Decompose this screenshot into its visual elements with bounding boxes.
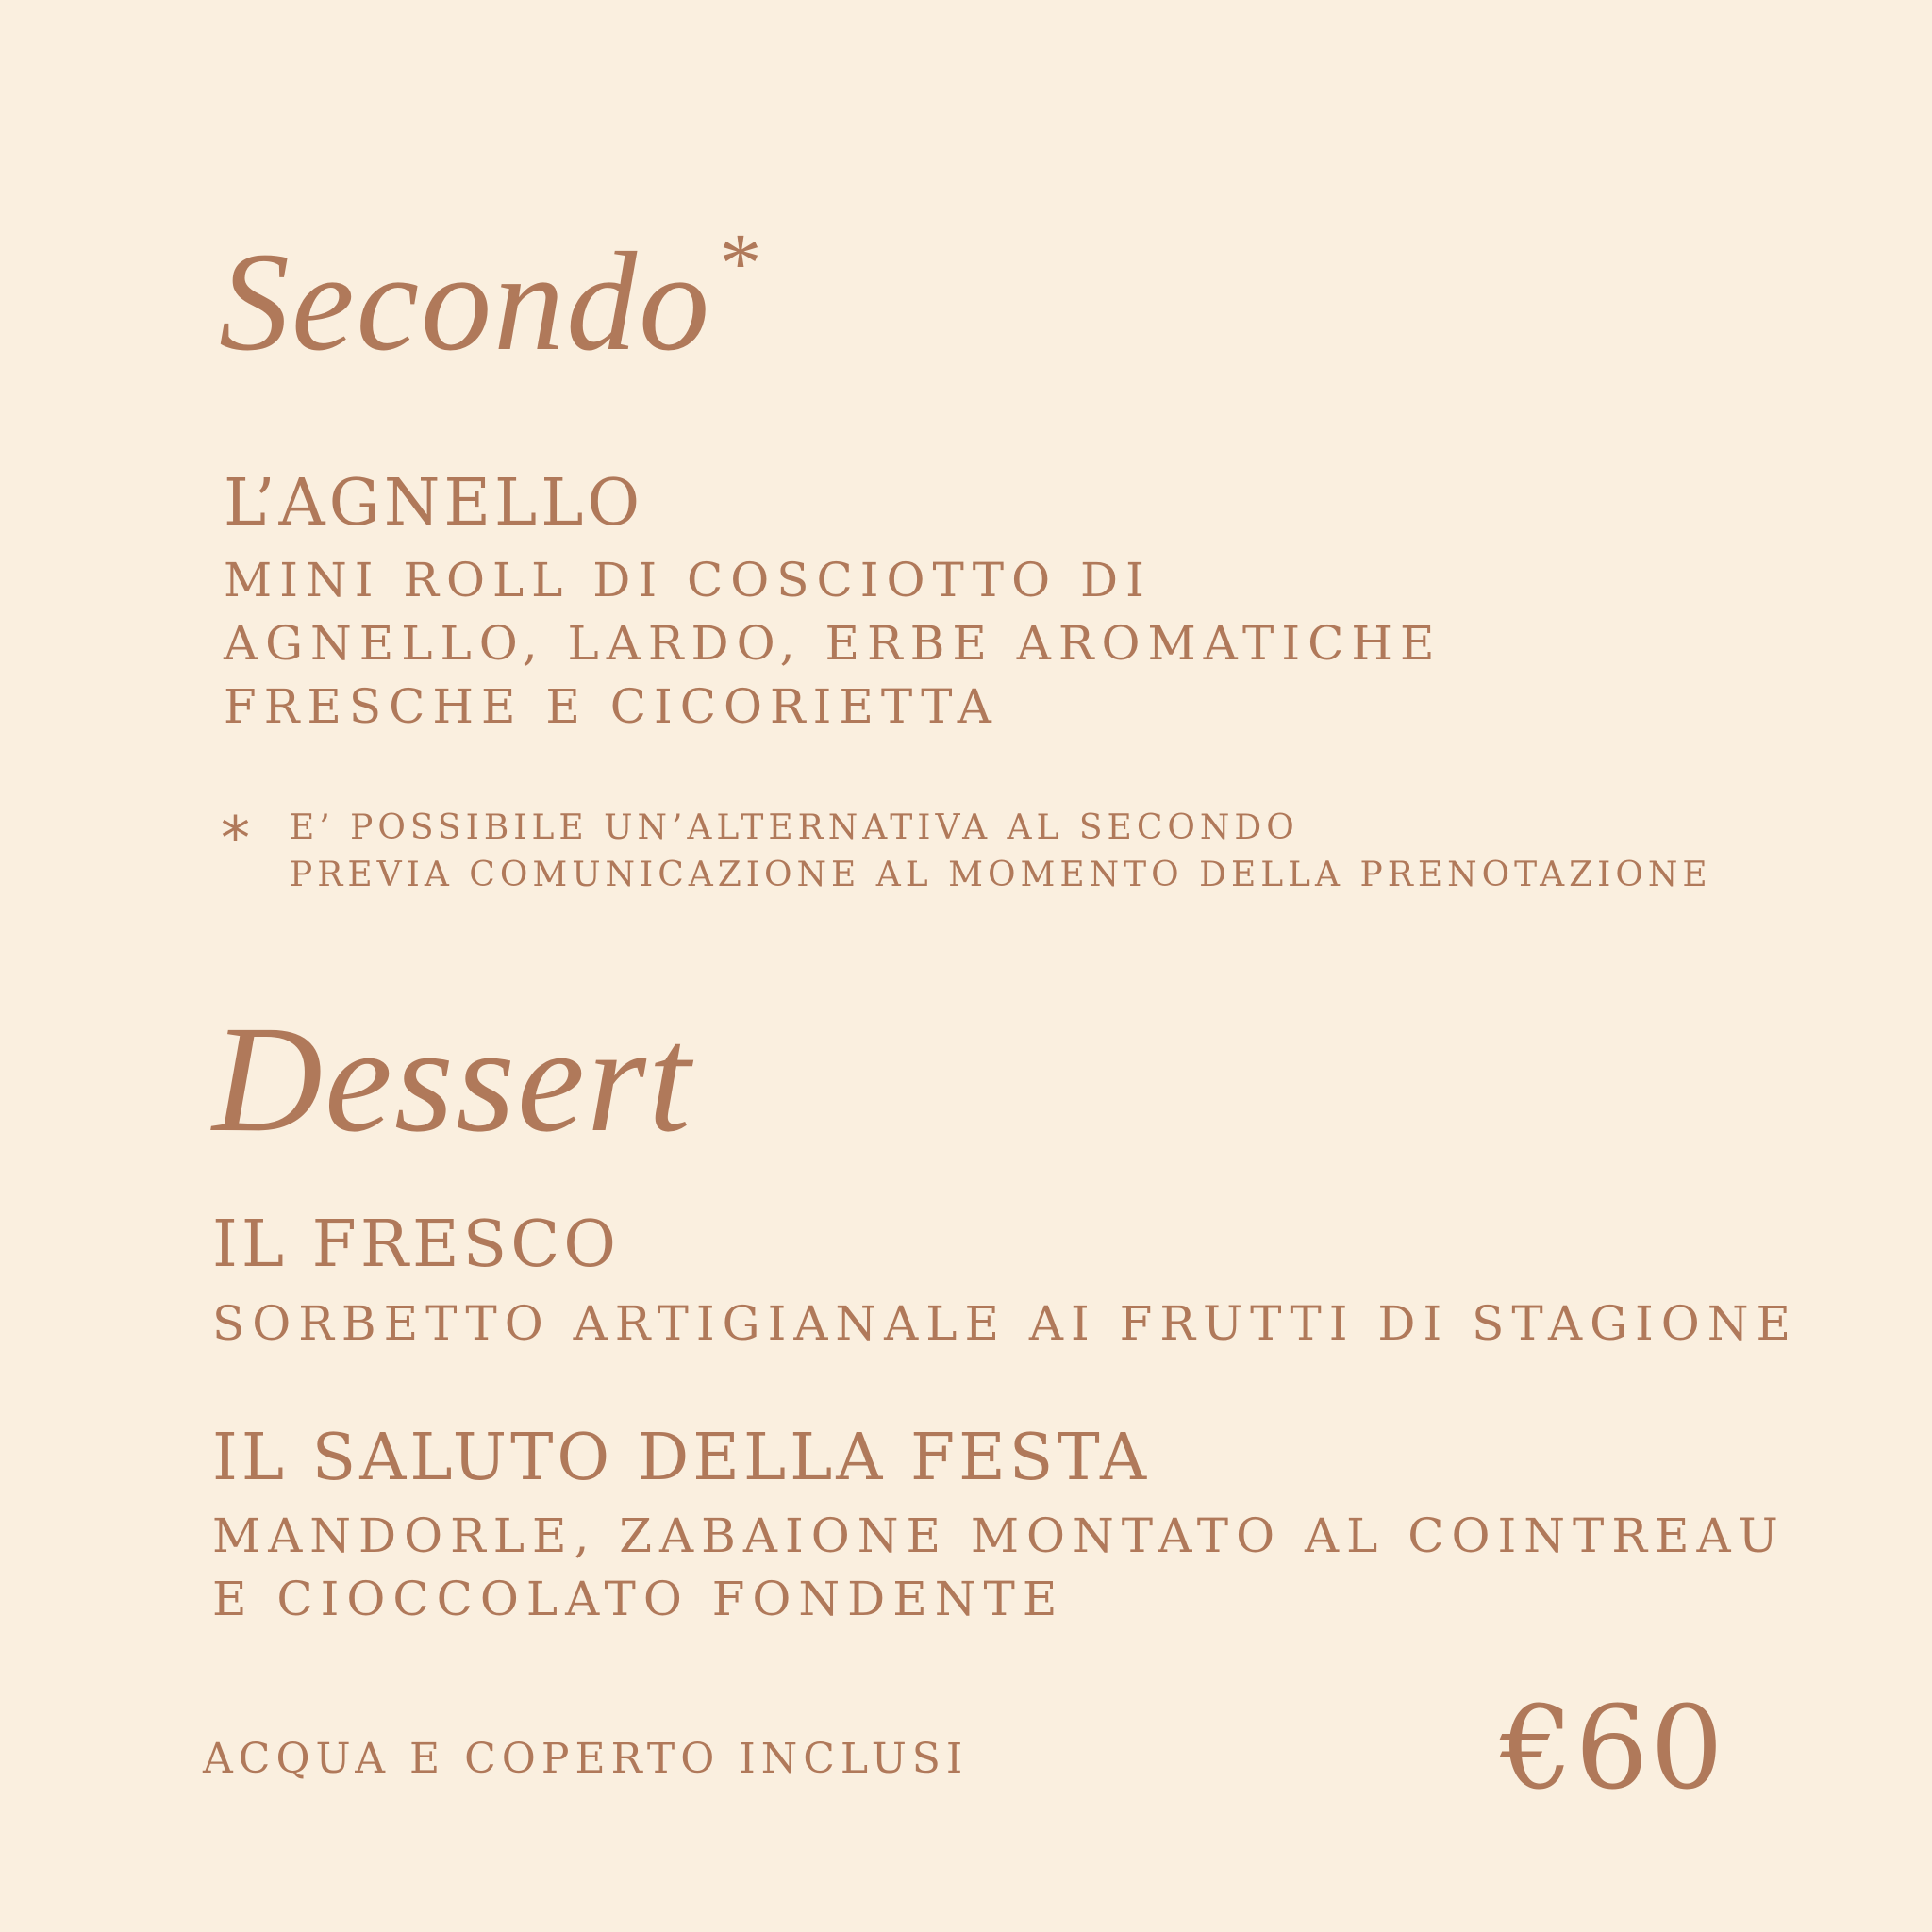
menu-price: €60 — [1500, 1681, 1725, 1815]
secondo-dish-description: MINI ROLL DI COSCIOTTO DI AGNELLO, LARDO, ERBE AROMATICHE FRESCHE E CICORIETTA — [224, 553, 1442, 734]
secondo-title-text: Secondo — [219, 224, 712, 380]
secondo-alternative-note — [290, 805, 1799, 899]
secondo-note-line-1: E’ POSSIBILE UN’ALTERNATIVA AL SECONDO — [290, 808, 1299, 847]
secondo-note-asterisk: * — [221, 804, 250, 873]
water-and-cover-note: ACQUA E COPERTO INCLUSI — [203, 1735, 969, 1783]
dessert-dish-name-1: IL FRESCO — [212, 1208, 621, 1282]
dessert-section-title: Dessert — [212, 995, 692, 1164]
secondo-dish-name: L’AGNELLO — [224, 466, 644, 541]
dessert-dish-description-2: MANDORLE, ZABAIONE MONTATO AL COINTREAU E CIOCCOLATO FONDENTE — [212, 1508, 1786, 1626]
secondo-title-asterisk: * — [715, 217, 760, 310]
secondo-section-title — [219, 217, 760, 380]
dessert-dish-name-2: IL SALUTO DELLA FESTA — [212, 1421, 1151, 1495]
dessert-dish-description-1: SORBETTO ARTIGIANALE AI FRUTTI DI STAGIONE — [212, 1296, 1799, 1351]
secondo-note-line-2: PREVIA COMUNICAZIONE AL MOMENTO DELLA PRENOTAZIONE — [290, 856, 1712, 894]
